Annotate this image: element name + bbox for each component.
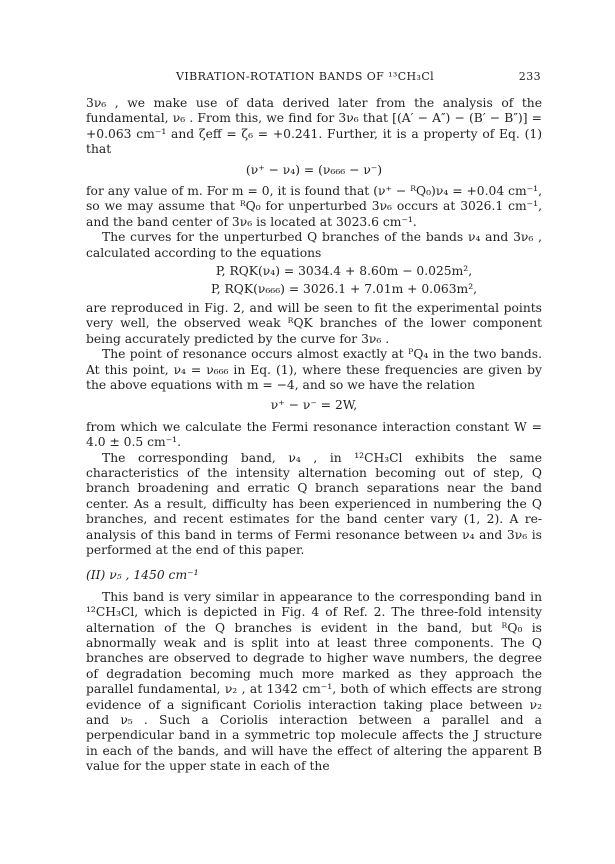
equation-2: P, RQK(ν₄) = 3034.4 + 8.60m − 0.025m², [215, 264, 473, 279]
equation-1: (ν⁺ − ν₄) = (ν₆₆₆ − ν⁻) [245, 162, 383, 177]
paragraph-8: This band is very similar in appearance to the corresponding band in ¹²CH₃Cl, which is depicted in Fig. 4 of Ref. 2. The three-fold intensity alternation of the Q branches is evident in the band, but ᴿQ₀ is abnormally weak and is split into at least three components. The Q branches are observed to degrade to higher wave numbers, the degree of degradation becoming much more marked as they approach the parallel fundamental, ν₂ , at 1342 cm⁻¹, both of which effects are strong evidence of a significant Coriolis interaction taking place between ν₂ and ν₅ . Such a Coriolis interaction between a parallel and a perpendicular band in a symmetric top molecule affects the J structure in each of the bands, and will have the effect of altering the apparent B value for the upper state in each of the [86, 589, 542, 774]
paragraph-7: The corresponding band, ν₄ , in ¹²CH₃Cl exhibits the same characteristics of the intensity alternation becoming out of step, Q branch broadening and erratic Q branch separations near the band center. As a result, difficulty has been experienced in numbering the Q branches, and recent estimates for the band center vary (1, 2). A re-analysis of this band in terms of Fermi resonance between ν₄ and 3ν₆ is performed at the end of this paper. [86, 450, 542, 557]
paragraph-6: from which we calculate the Fermi resonance interaction constant W = 4.0 ± 0.5 cm⁻¹. [86, 419, 542, 450]
paragraph-3: The curves for the unperturbed Q branches of the bands ν₄ and 3ν₆ , calculated according to the equations [86, 230, 542, 260]
page-number: 233 [518, 70, 541, 83]
paragraph-5: The point of resonance occurs almost exactly at ᴾQ₄ in the two bands. At this point, ν₄ = ν₆₆₆ in Eq. (1), where these frequencies are given by the above equations with m = −4, and so we have the relation [86, 347, 542, 392]
equation-4: ν⁺ − ν⁻ = 2W, [270, 398, 358, 413]
body-text [86, 96, 542, 775]
paragraph-1: 3ν₆ , we make use of data derived later from the analysis of the fundamental, ν₆ . From this, we find for 3ν₆ that [(A′ − A″) − (B′ − B″)] = +0.063 cm⁻¹ and ζeff = ζ₆ = +0.241. Further, it is a property of Eq. (1) that [86, 96, 542, 157]
paragraph-4: are reproduced in Fig. 2, and will be seen to fit the experimental points very well, the observed weak ᴿQK branches of the lower component being accurately predicted by the curve for 3ν₆ . [86, 300, 542, 346]
paragraph-2: for any value of m. For m = 0, it is found that (ν⁺ − ᴿQ₀)ν₄ = +0.04 cm⁻¹, so we may assume that ᴿQ₀ for unperturbed 3ν₆ occurs at 3026.1 cm⁻¹, and the band center of 3ν₆ is located at 3023.6 cm⁻¹. [86, 184, 542, 229]
running-title: VIBRATION-ROTATION BANDS OF ¹³CH₃Cl [176, 70, 435, 83]
equation-3: P, RQK(ν₆₆₆) = 3026.1 + 7.01m + 0.063m², [210, 282, 478, 297]
section-heading: (II) ν₅ , 1450 cm⁻¹ [86, 568, 199, 583]
